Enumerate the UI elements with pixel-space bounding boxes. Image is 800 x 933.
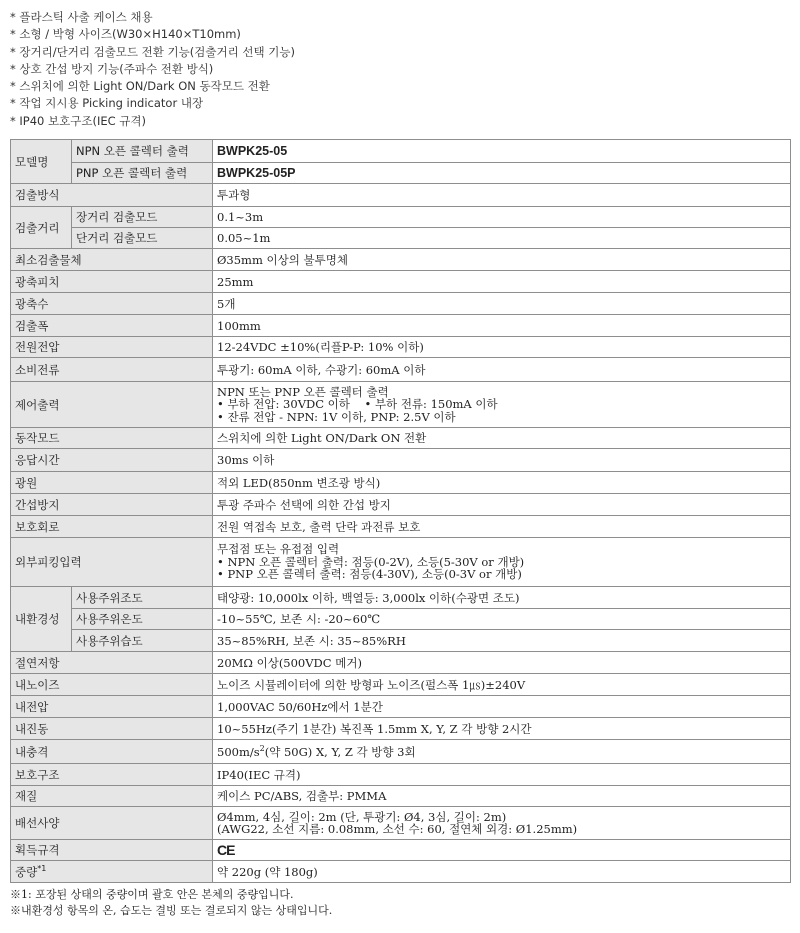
- width-value: 100mm: [213, 315, 791, 337]
- environment-label: 내환경성: [11, 587, 72, 652]
- shock-value-main: 500m/s: [217, 744, 260, 759]
- light-source-value: 적외 LED(850nm 변조광 방식): [213, 472, 791, 494]
- table-row: [11, 472, 791, 494]
- long-mode-label: 장거리 검출모드: [72, 207, 213, 228]
- protection-circuit-value: 전원 역접속 보호, 출력 단락 과전류 보호: [213, 516, 791, 538]
- material-label: 재질: [11, 786, 213, 807]
- min-object-value: Ø35mm 이상의 불투명체: [213, 249, 791, 271]
- detection-type-label: 검출방식: [11, 184, 213, 207]
- table-row: [11, 494, 791, 516]
- pitch-label: 광축피치: [11, 271, 213, 293]
- operation-mode-value: 스위치에 의한 Light ON/Dark ON 전환: [213, 428, 791, 449]
- humidity-value: 35~85%RH, 보존 시: 35~85%RH: [213, 630, 791, 652]
- voltage-value: 12-24VDC ±10%(리플P-P: 10% 이하): [213, 337, 791, 358]
- voltage-label: 전원전압: [11, 337, 213, 358]
- feature-item: * 작업 지시용 Picking indicator 내장: [10, 96, 204, 111]
- table-row: [11, 609, 791, 630]
- short-mode-label: 단거리 검출모드: [72, 228, 213, 249]
- temperature-value: -10~55℃, 보존 시: -20~60℃: [213, 609, 791, 630]
- table-row: [11, 840, 791, 861]
- response-time-label: 응답시간: [11, 449, 213, 472]
- model-npn-value: BWPK25-05: [213, 140, 791, 163]
- axes-value: 5개: [213, 293, 791, 315]
- table-row: [11, 516, 791, 538]
- insulation-value: 20MΩ 이상(500VDC 메거): [213, 652, 791, 674]
- table-row: [11, 315, 791, 337]
- control-output-line: • 부하 전압: 30VDC 이하 • 부하 전류: 150mA 이하: [217, 397, 498, 412]
- short-mode-value: 0.05~1m: [213, 228, 791, 249]
- picking-input-line: • PNP 오픈 콜렉터 출력: 점등(4-30V), 소등(0-3V or 개방): [217, 567, 522, 582]
- dielectric-value: 1,000VAC 50/60Hz에서 1분간: [213, 696, 791, 718]
- table-row: [11, 249, 791, 271]
- feature-item: * 장거리/단거리 검출모드 전환 기능(검출거리 선택 기능): [10, 44, 295, 59]
- shock-label: 내충격: [11, 740, 213, 764]
- feature-item: * 상호 간섭 방지 기능(주파수 전환 방식): [10, 61, 214, 76]
- weight-label: [11, 861, 213, 883]
- weight-label-superscript: *1: [37, 863, 47, 873]
- detection-type-value: 투과형: [213, 184, 791, 207]
- control-output-value: [213, 382, 791, 428]
- table-row: [11, 861, 791, 883]
- insulation-label: 절연저항: [11, 652, 213, 674]
- table-row: [11, 718, 791, 740]
- picking-input-line: 무접점 또는 유접점 입력: [217, 542, 340, 557]
- table-row: [11, 786, 791, 807]
- footnote-item: ※1: 포장된 상태의 중량이며 괄호 안은 본체의 중량입니다.: [10, 888, 294, 901]
- table-row: [11, 449, 791, 472]
- detection-distance-label: 검출거리: [11, 207, 72, 249]
- long-mode-value: 0.1~3m: [213, 207, 791, 228]
- picking-input-line: • NPN 오픈 콜렉터 출력: 점등(0-2V), 소등(5-30V or 개방): [217, 554, 525, 569]
- protection-circuit-label: 보호회로: [11, 516, 213, 538]
- feature-item: * 소형 / 박형 사이즈(W30×H140×T10mm): [10, 27, 241, 42]
- table-row: [11, 740, 791, 764]
- table-row: [11, 337, 791, 358]
- material-value: 케이스 PC/ABS, 검출부: PMMA: [213, 786, 791, 807]
- weight-label-text: 중량: [15, 864, 38, 879]
- feature-item: * 스위치에 의한 Light ON/Dark ON 동작모드 전환: [10, 79, 270, 94]
- cable-line: Ø4mm, 4심, 길이: 2m (단, 투광기: Ø4, 3심, 길이: 2m): [217, 809, 507, 824]
- table-row: [11, 184, 791, 207]
- control-output-label: 제어출력: [11, 382, 213, 428]
- dielectric-label: 내전압: [11, 696, 213, 718]
- illuminance-label: 사용주위조도: [72, 587, 213, 609]
- illuminance-value: 태양광: 10,000lx 이하, 백열등: 3,000lx 이하(수광면 조도): [213, 587, 791, 609]
- current-value: 투광기: 60mA 이하, 수광기: 60mA 이하: [213, 358, 791, 382]
- shock-value-superscript: 2: [259, 743, 265, 753]
- table-row: [11, 696, 791, 718]
- table-row: [11, 674, 791, 696]
- model-label: 모델명: [11, 140, 72, 184]
- humidity-label: 사용주위습도: [72, 630, 213, 652]
- pitch-value: 25mm: [213, 271, 791, 293]
- control-output-line: • 잔류 전압 - NPN: 1V 이하, PNP: 2.5V 이하: [217, 409, 456, 424]
- vibration-value: 10~55Hz(주기 1분간) 복진폭 1.5mm X, Y, Z 각 방향 2시간: [213, 718, 791, 740]
- interference-value: 투광 주파수 선택에 의한 간섭 방지: [213, 494, 791, 516]
- noise-label: 내노이즈: [11, 674, 213, 696]
- model-npn-label: NPN 오픈 콜렉터 출력: [72, 140, 213, 163]
- table-row: [11, 587, 791, 609]
- shock-value: [213, 740, 791, 764]
- enclosure-label: 보호구조: [11, 764, 213, 786]
- response-time-value: 30ms 이하: [213, 449, 791, 472]
- weight-value: 약 220g (약 180g): [213, 861, 791, 883]
- table-row: [11, 358, 791, 382]
- noise-value: 노이즈 시뮬레이터에 의한 방형파 노이즈(펄스폭 1㎲)±240V: [213, 674, 791, 696]
- table-row: [11, 764, 791, 786]
- cable-line: (AWG22, 소선 지름: 0.08mm, 소선 수: 60, 절연체 외경: Ø1.25mm): [217, 822, 578, 836]
- approval-value: [213, 840, 791, 861]
- operation-mode-label: 동작모드: [11, 428, 213, 449]
- table-row: [11, 293, 791, 315]
- table-row: [11, 630, 791, 652]
- interference-label: 간섭방지: [11, 494, 213, 516]
- axes-label: 광축수: [11, 293, 213, 315]
- feature-list: [10, 9, 295, 130]
- enclosure-value: IP40(IEC 규격): [213, 764, 791, 786]
- approval-label: 획득규격: [11, 840, 213, 861]
- ce-mark-icon: CE: [217, 841, 235, 858]
- min-object-label: 최소검출물체: [11, 249, 213, 271]
- table-row: [11, 652, 791, 674]
- table-row: [11, 207, 791, 228]
- temperature-label: 사용주위온도: [72, 609, 213, 630]
- vibration-label: 내진동: [11, 718, 213, 740]
- model-pnp-label: PNP 오픈 콜렉터 출력: [72, 163, 213, 184]
- model-pnp-value: BWPK25-05P: [213, 163, 791, 184]
- spec-table: [10, 139, 791, 883]
- table-row: [11, 228, 791, 249]
- table-row: [11, 428, 791, 449]
- cable-value: [213, 807, 791, 840]
- table-row: [11, 382, 791, 428]
- current-label: 소비전류: [11, 358, 213, 382]
- table-row: [11, 163, 791, 184]
- light-source-label: 광원: [11, 472, 213, 494]
- table-row: [11, 271, 791, 293]
- cable-label: 배선사양: [11, 807, 213, 840]
- feature-item: * IP40 보호구조(IEC 규격): [10, 113, 146, 128]
- shock-value-rest: (약 50G) X, Y, Z 각 방향 3회: [264, 744, 416, 759]
- table-row: [11, 538, 791, 587]
- feature-item: * 플라스틱 사출 케이스 채용: [10, 10, 153, 24]
- table-row: [11, 140, 791, 163]
- footnote-item: ※내환경성 항목의 온, 습도는 결빙 또는 결로되지 않는 상태입니다.: [10, 903, 333, 917]
- width-label: 검출폭: [11, 315, 213, 337]
- picking-input-label: 외부피킹입력: [11, 538, 213, 587]
- picking-input-value: [213, 538, 791, 587]
- control-output-line: NPN 또는 PNP 오픈 콜렉터 출력: [217, 384, 389, 399]
- footnotes: [10, 887, 332, 918]
- table-row: [11, 807, 791, 840]
